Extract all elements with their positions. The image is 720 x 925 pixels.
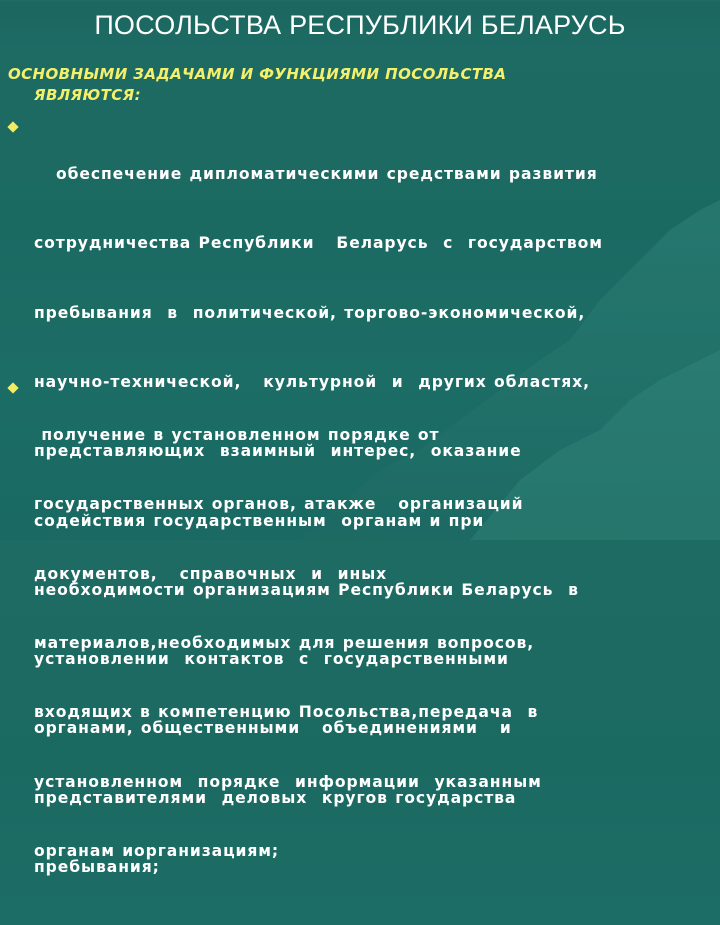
bullet-line: документов, справочных и иных (34, 564, 388, 583)
bullet-line: пребывания в политической, торгово-экономической, (34, 303, 586, 322)
diamond-bullet-icon (7, 121, 18, 132)
bullet-line: органам иорганизациям; (34, 841, 280, 860)
subtitle-line-1: ОСНОВНЫМИ ЗАДАЧАМИ И ФУНКЦИЯМИ ПОСОЛЬСТВА (8, 65, 507, 83)
bullet-line: необходимости организациям Республики Беларусь в (34, 580, 579, 599)
bullet-line: входящих в компетенцию Посольства,передача в (34, 703, 539, 722)
bullet-line: государственных органов, атакже организаций (34, 495, 524, 514)
bullet-line: получение в установленном порядке от (34, 426, 440, 445)
bullet-line: научно-технической, культурной и других областях, (34, 373, 590, 392)
bullet-line: представителями деловых кругов государства (34, 788, 517, 807)
bullet-line: пребывания; (34, 858, 160, 876)
bullet-line: материалов,необходимых для решения вопросов, (34, 634, 535, 653)
subtitle-line-2: ЯВЛЯЮТСЯ: (34, 86, 141, 104)
bullet-line: представляющих взаимный интерес, оказание (34, 442, 522, 461)
bullet-line: установленном порядке информации указанным (34, 772, 542, 791)
bullet-line: обеспечение дипломатическими средствами развития (34, 165, 598, 184)
bullet-item-2 (34, 378, 704, 909)
bullet-line: содействия государственным органам и при (34, 511, 485, 530)
subtitle (8, 64, 698, 106)
bullet-line: установлении контактов с государственными (34, 650, 509, 669)
diamond-bullet-icon (7, 382, 18, 393)
page-title: ПОСОЛЬСТВА РЕСПУБЛИКИ БЕЛАРУСЬ (0, 2, 720, 48)
bullet-line: сотрудничества Республики Беларусь с государством (34, 234, 603, 253)
bullet-line: органами, общественными объединениями и (34, 719, 512, 738)
